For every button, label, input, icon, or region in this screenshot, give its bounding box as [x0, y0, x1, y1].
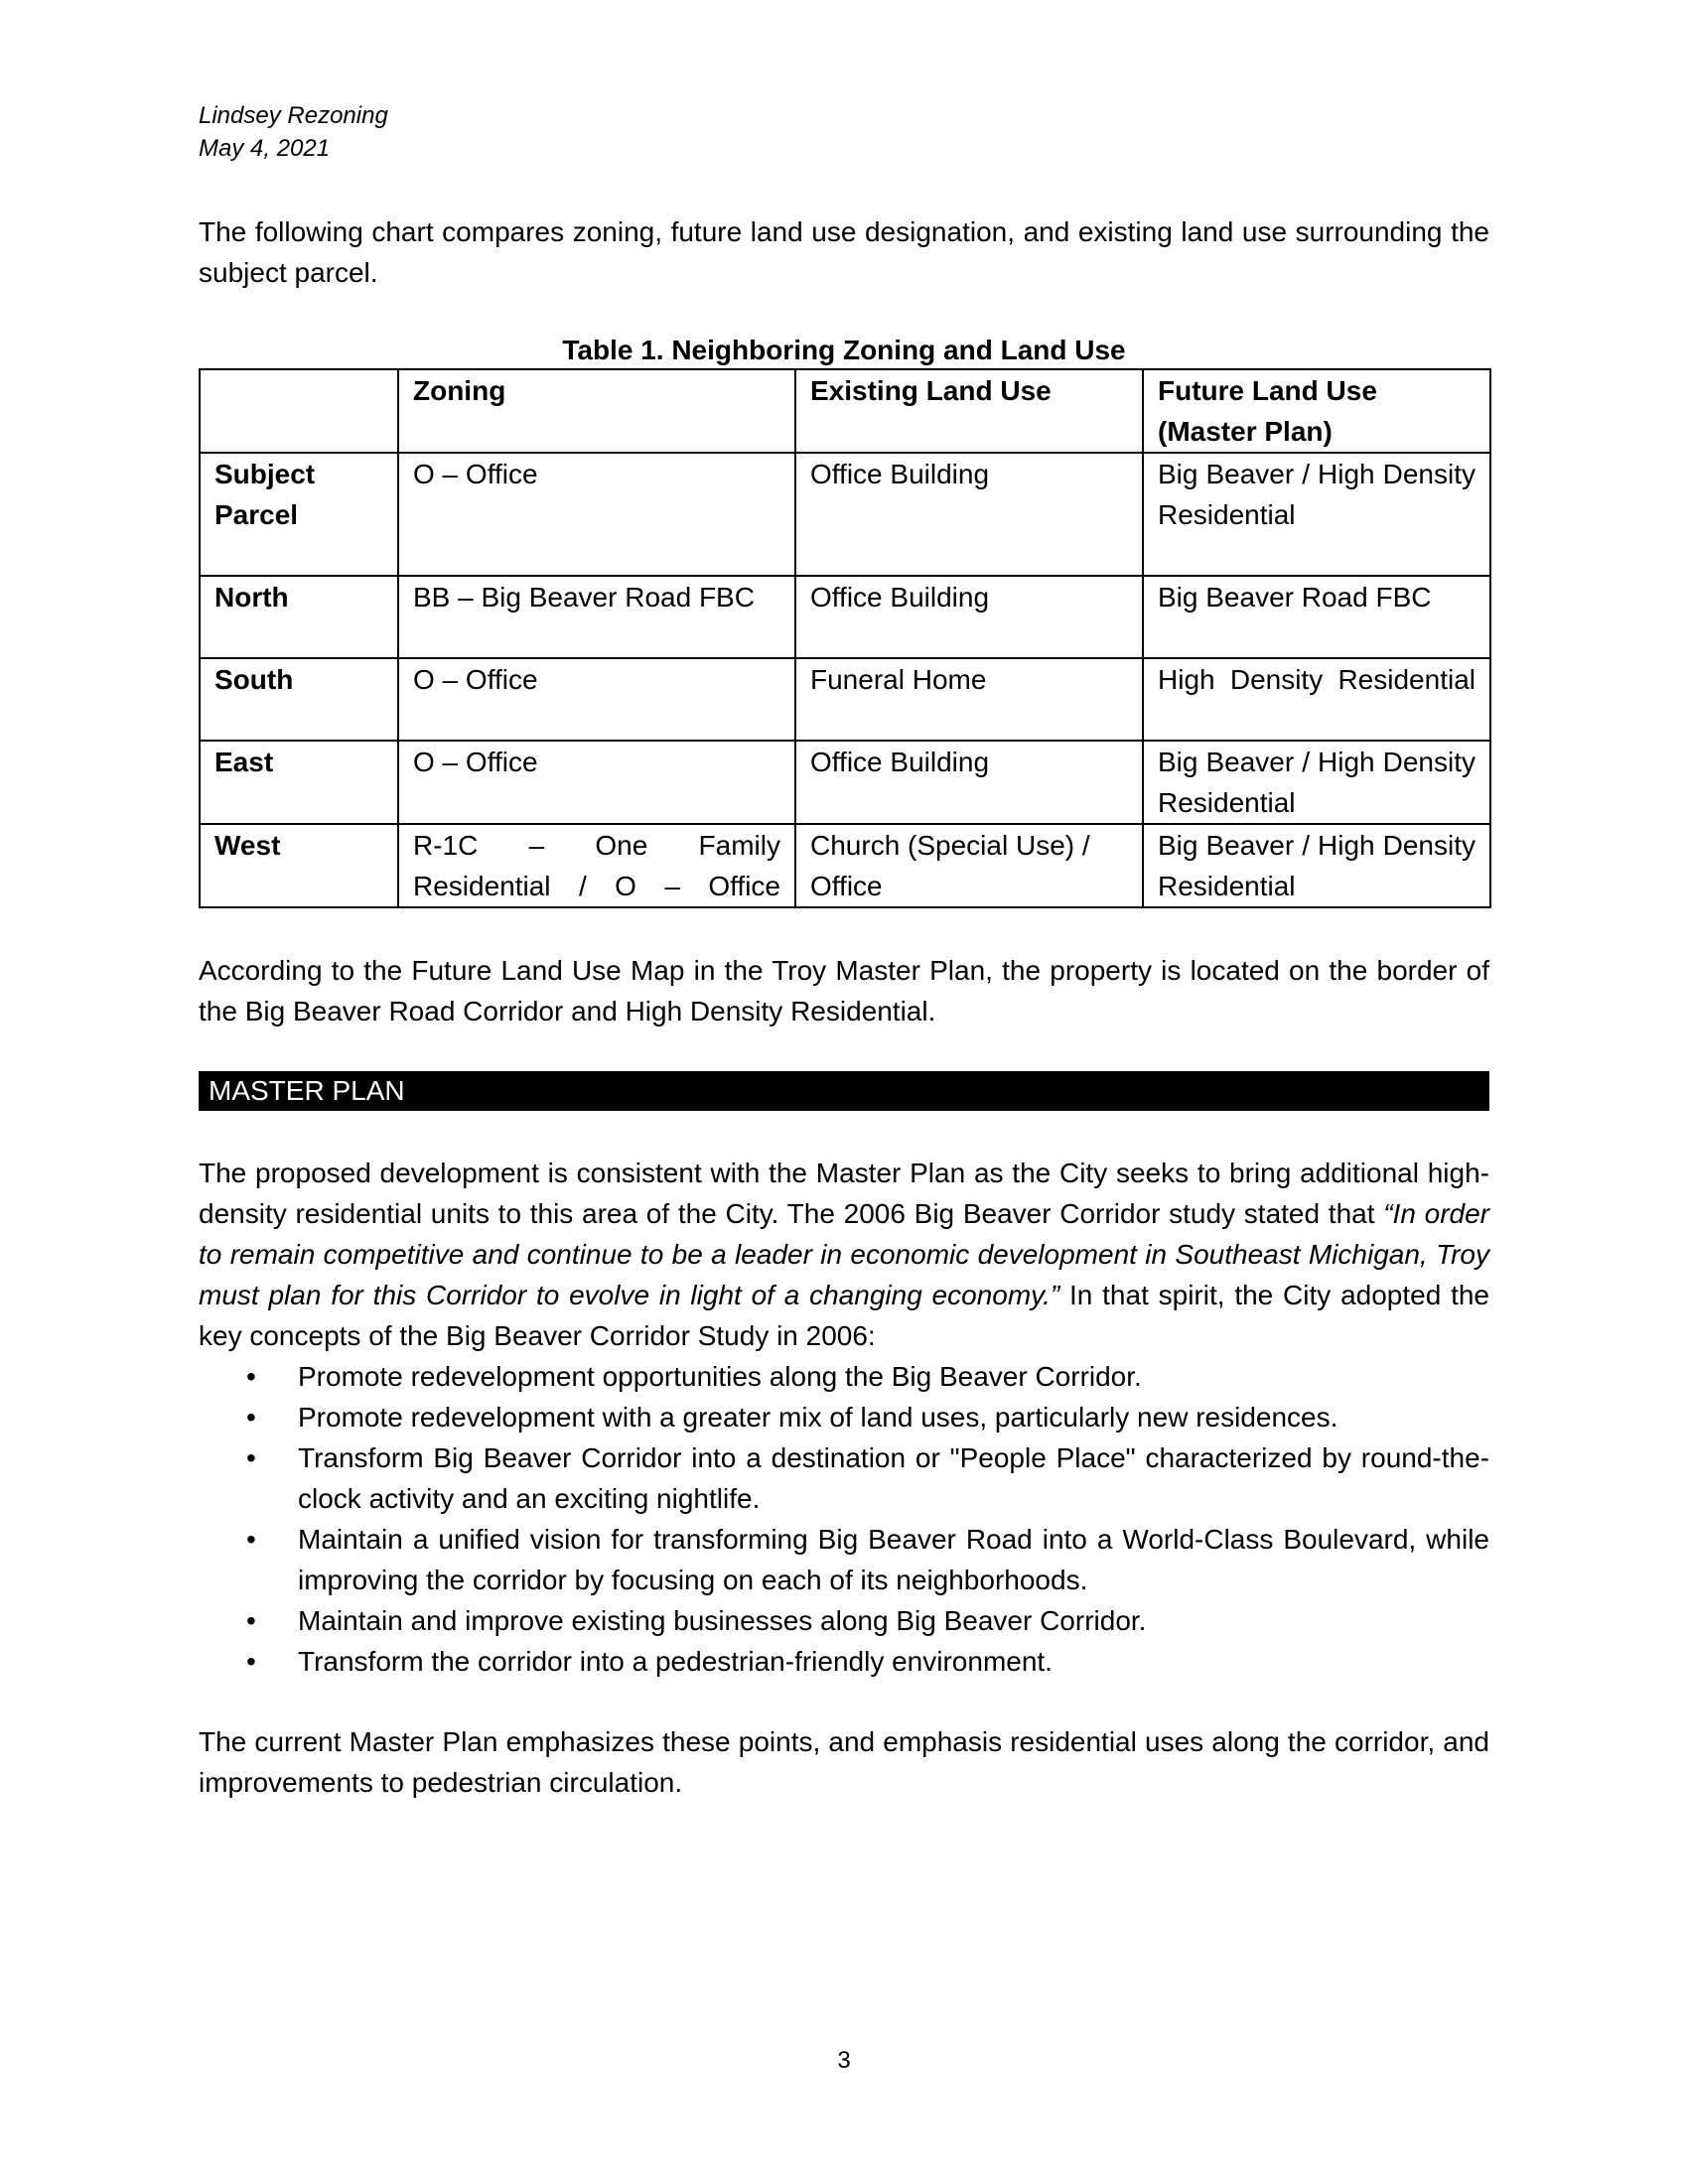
row-label: Subject Parcel [200, 453, 398, 576]
table-row [200, 658, 1490, 741]
table-header-cell: Zoning [398, 369, 795, 453]
existing-use-cell: Funeral Home [795, 658, 1143, 741]
bullet-icon: • [246, 1524, 256, 1555]
future-use-cell: High Density Residential [1143, 658, 1490, 741]
table-row [200, 453, 1490, 576]
existing-use-cell: Church (Special Use) / Office [795, 824, 1143, 907]
future-use-cell: Big Beaver / High Density Residential [1143, 824, 1490, 907]
bullet-icon: • [246, 1646, 256, 1677]
list-item: • Transform Big Beaver Corridor into a destination or "People Place" characterized by round-the-clock activity and an exciting nightlife. [298, 1437, 1489, 1519]
row-label: East [200, 741, 398, 824]
closing-paragraph: The current Master Plan emphasizes these points, and emphasis residential uses along the corridor, and improvements to pedestrian circulation. [199, 1726, 1489, 1798]
master-plan-text-start: The proposed development is consistent with the Master Plan as the City seeks to bring additional high-density residential units to this area of the City. The 2006 Big Beaver Corridor study stated that [199, 1158, 1489, 1229]
page-number: 3 [837, 2047, 851, 2074]
zoning-cell: O – Office [398, 741, 795, 824]
table-header-cell [200, 369, 398, 453]
future-use-cell: Big Beaver / High Density Residential [1143, 453, 1490, 576]
master-plan-paragraph [199, 1153, 1489, 1356]
table-title: Table 1. Neighboring Zoning and Land Use [562, 335, 1126, 365]
list-item: • Promote redevelopment with a greater mix of land uses, particularly new residences. [298, 1397, 1489, 1437]
corridor-study-quote: “In order to remain competitive and continue to be a leader in economic development in Southeast Michigan, Troy must plan for this Corridor to evolve in light of a changing economy.” [199, 1198, 1489, 1310]
list-item: • Transform the corridor into a pedestrian-friendly environment. [298, 1641, 1489, 1682]
bullet-icon: • [246, 1402, 256, 1433]
bullet-icon: • [246, 1442, 256, 1473]
document-page [199, 99, 1489, 1803]
bullet-icon: • [246, 1605, 256, 1636]
section-heading-master-plan: MASTER PLAN [199, 1071, 1489, 1111]
doc-header-title: Lindsey Rezoning [199, 102, 388, 129]
future-use-cell: Big Beaver Road FBC [1143, 576, 1490, 658]
list-item: • Maintain a unified vision for transforming Big Beaver Road into a World-Class Boulevard, while improving the corridor by focusing on each of its neighborhoods. [298, 1519, 1489, 1600]
existing-use-cell: Office Building [795, 741, 1143, 824]
table-header-cell: Future Land Use (Master Plan) [1143, 369, 1490, 453]
zoning-cell: O – Office [398, 658, 795, 741]
doc-header-date: May 4, 2021 [199, 135, 331, 162]
existing-use-cell: Office Building [795, 576, 1143, 658]
master-plan-text-end: In that spirit, the City adopted the key concepts of the Big Beaver Corridor Study in 2006: [199, 1280, 1489, 1351]
zoning-table [199, 368, 1491, 908]
zoning-cell: R-1C – One Family Residential / O – Office [398, 824, 795, 907]
list-item: • Maintain and improve existing businesses along Big Beaver Corridor. [298, 1600, 1489, 1641]
table-header-cell: Existing Land Use [795, 369, 1143, 453]
table-row [200, 576, 1490, 658]
zoning-cell: BB – Big Beaver Road FBC [398, 576, 795, 658]
row-label: South [200, 658, 398, 741]
bullet-icon: • [246, 1361, 256, 1392]
key-concepts-list [199, 1356, 1489, 1682]
row-label: North [200, 576, 398, 658]
zoning-cell: O – Office [398, 453, 795, 576]
future-use-cell: Big Beaver / High Density Residential [1143, 741, 1490, 824]
list-item: • Promote redevelopment opportunities along the Big Beaver Corridor. [298, 1356, 1489, 1397]
intro-paragraph: The following chart compares zoning, future land use designation, and existing land use surrounding the subject parcel. [199, 216, 1489, 288]
table-row [200, 741, 1490, 824]
table-header-row [200, 369, 1490, 453]
existing-use-cell: Office Building [795, 453, 1143, 576]
future-land-use-paragraph: According to the Future Land Use Map in the Troy Master Plan, the property is located on the border of the Big Beaver Road Corridor and High Density Residential. [199, 955, 1489, 1026]
table-row [200, 824, 1490, 907]
row-label: West [200, 824, 398, 907]
